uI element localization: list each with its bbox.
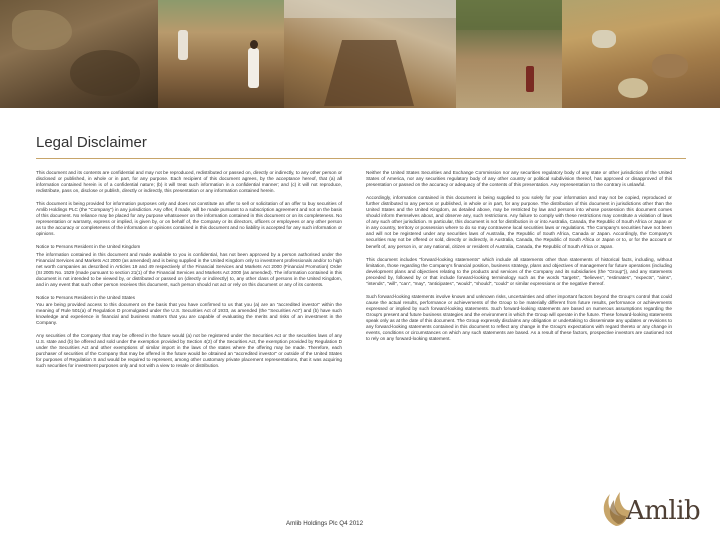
securities-offering-paragraph: Any securities of the Company that may be offered in the future would (a) not be registered under the Securities Act or the securities laws of any U.S. state and (b) be offered and sold under the exemption provided by Section 4(2) of the Securities Act, the exemption provided by Regulation D under the Securities Act and other exemptions of similar import in the laws of the states where the offering may be made. Therefore, each purchaser of securities of the Company that may be offered in the future would be obtained an "accredited investor" or outside of the United States for purposes of Regulation S and would be required to represent, among other customary private placement representations, that it was acquiring such securities for investment purposes only and not with a view to resale or distribution.: [36, 333, 342, 369]
footer-label: Amlib Holdings Plc Q4 2012: [286, 520, 364, 527]
confidentiality-paragraph: This document and its contents are confidential and may not be reproduced, redistributed or passed on, directly or indirectly, to any other person or disclosed or published, in whole or in part, for any purpose. Each recipient of this document agrees, by the acceptance hereof, that (a) all information contained herein is of a confidential nature; (b) it will treat such information in a confidential manner; and (c) it will not reproduce, redistribute, pass on, disclose or publish, directly or indirectly, this presentation or any information contained herein.: [36, 170, 342, 194]
title-divider: [36, 158, 686, 159]
us-notice-heading: Notice to Persons Resident in the United States: [36, 294, 136, 300]
photo-excavation-pit: [284, 0, 456, 108]
information-purposes-paragraph: This document is being provided for information purposes only and does not constitute an offer to sell or solicitation of an offer to buy securities of Amlib Holdings PLC (the "Company") in any jurisdiction. Any offer, if made, will be made pursuant to a subscription agreement and not on the basis of this document. No reliance may be placed for any purpose whatsoever on the information contained in this document or on its completeness. No representation or warranty, express or implied, is given by, or on behalf of, the Company or its directors, officers or employees or any other person as to the accuracy or completeness of the information or opinions contained in this document and no liability is accepted for any such information or opinions.: [36, 201, 342, 237]
amlib-logo-text: Amlib: [626, 496, 701, 526]
uk-notice-heading: Notice to Persons Resident in the United Kingdom: [36, 244, 141, 250]
page-title: Legal Disclaimer: [36, 134, 147, 151]
forward-looking-definition-paragraph: This document includes "forward-looking statements" which include all statements other than statements of historical facts, including, without limitation, those regarding the Company's financial position, business strategy, plans and objectives of management for future operations (including development plans and objectives relating to the products and services of the Company and its subsidiaries (the "Group")), and any statements preceded by, followed by or that include forward-looking terminology such as the words "targets", "believes", "estimates", "expects", "aims", "intends", "will", "can", "may", "anticipates", "would", "should", "could" or similar expressions or the negative thereof.: [366, 256, 672, 286]
amlib-logo: [596, 486, 701, 532]
us-notice-paragraph: You are being provided access to this document on the basis that you have confirmed to us that you (a) are an "accredited investor" within the meaning of Rule 501(a) of Regulation D promulgated under the U.S. Securities Act of 1933, as amended (the "Securities Act") and (b) have such knowledge and experience in financial and business matters that you are capable of evaluating the merits and risks of an investment in the Company.: [36, 301, 342, 325]
left-column: [36, 170, 342, 376]
photo-field-workers: [158, 0, 284, 108]
sec-approval-paragraph: Neither the United States Securities and Exchange Commission nor any securities regulatory body of any state or other jurisdiction of the United States of America, nor any securities regulatory body of any other country or political subdivision thereof, has approved or disapproved of this presentation or passed on the accuracy or adequacy of the contents of this presentation. Any representation to the contrary is unlawful.: [366, 170, 672, 188]
forward-looking-risks-paragraph: Such forward-looking statements involve known and unknown risks, uncertainties and other important factors beyond the Group's control that could cause the actual results, performance or achievements of the Group to be materially different from future results, performance or achievements expressed or implied by such forward-looking statements. Such forward-looking statements are based on numerous assumptions regarding the Group's present and future business strategies and the environment in which the Group will operate in the future. These forward-looking statements speak only as at the date of this document. The Group expressly disclaims any obligation or undertaking to disseminate any updates or revisions to any forward-looking statements contained in this document to reflect any change in the Group's expectations with regard thereto or any change in events, conditions or circumstances on which any such statements are based. As a result of these factors, prospective investors are cautioned not to rely on any forward-looking statement.: [366, 293, 672, 342]
photo-trench-worker: [456, 0, 562, 108]
header-photo-strip: [0, 0, 720, 108]
photo-rock-samples: [562, 0, 720, 108]
uk-notice-paragraph: The information contained in this document and made available to you is confidential, has not been approved by a person authorised under the Financial Services and Markets Act 2000 (as amended) and is being supplied in the United Kingdom only to investment professionals and/or to high net worth companies as described in Articles 19 and 49 respectively of the Financial Services and Markets Act 2000 (Financial Promotion) Order (SI 2005 No. 1529 (made pursuant to section 21(1) of the Financial Services and Markets Act 2000 (as amended). The information contained in this document is not intended to be viewed by, or distributed or passed on (directly or indirectly) to, any other class of persons in the United Kingdom, and in any event that such other person receives this document, such person should not act or rely on this document or any of its contents.: [36, 251, 342, 287]
right-column: [366, 170, 672, 349]
distribution-restrictions-paragraph: Accordingly, information contained in this document is being supplied to you solely for your information and may not be copied, reproduced or further distributed to any person or published, in whole or in part, for any purpose. The distribution of this document in jurisdictions other than the United States and the United Kingdom, as detailed above, may be restricted by law and persons into whose possession this document comes should inform themselves about, and observe any, such restrictions. Any failure to comply with these restrictions may constitute a violation of laws of any such other jurisdiction. In particular, this document is not for distribution in or into Australia, Canada, the Republic of South Africa or Japan or in any country, territory or possession where to do so may contravene local securities laws or regulations. The Company's securities have not been and will not be registered under any securities laws of Australia, the Republic of South Africa, Canada or Japan. Accordingly, the Company's securities may not be offered or sold, directly or indirectly, in Australia, Canada, the Republic of South Africa or Japan or to, or for the account or benefit of, any person in, or any national, citizen or resident of Australia, Canada, the Republic of South Africa or Japan.: [366, 195, 672, 249]
photo-rock-face: [0, 0, 158, 108]
